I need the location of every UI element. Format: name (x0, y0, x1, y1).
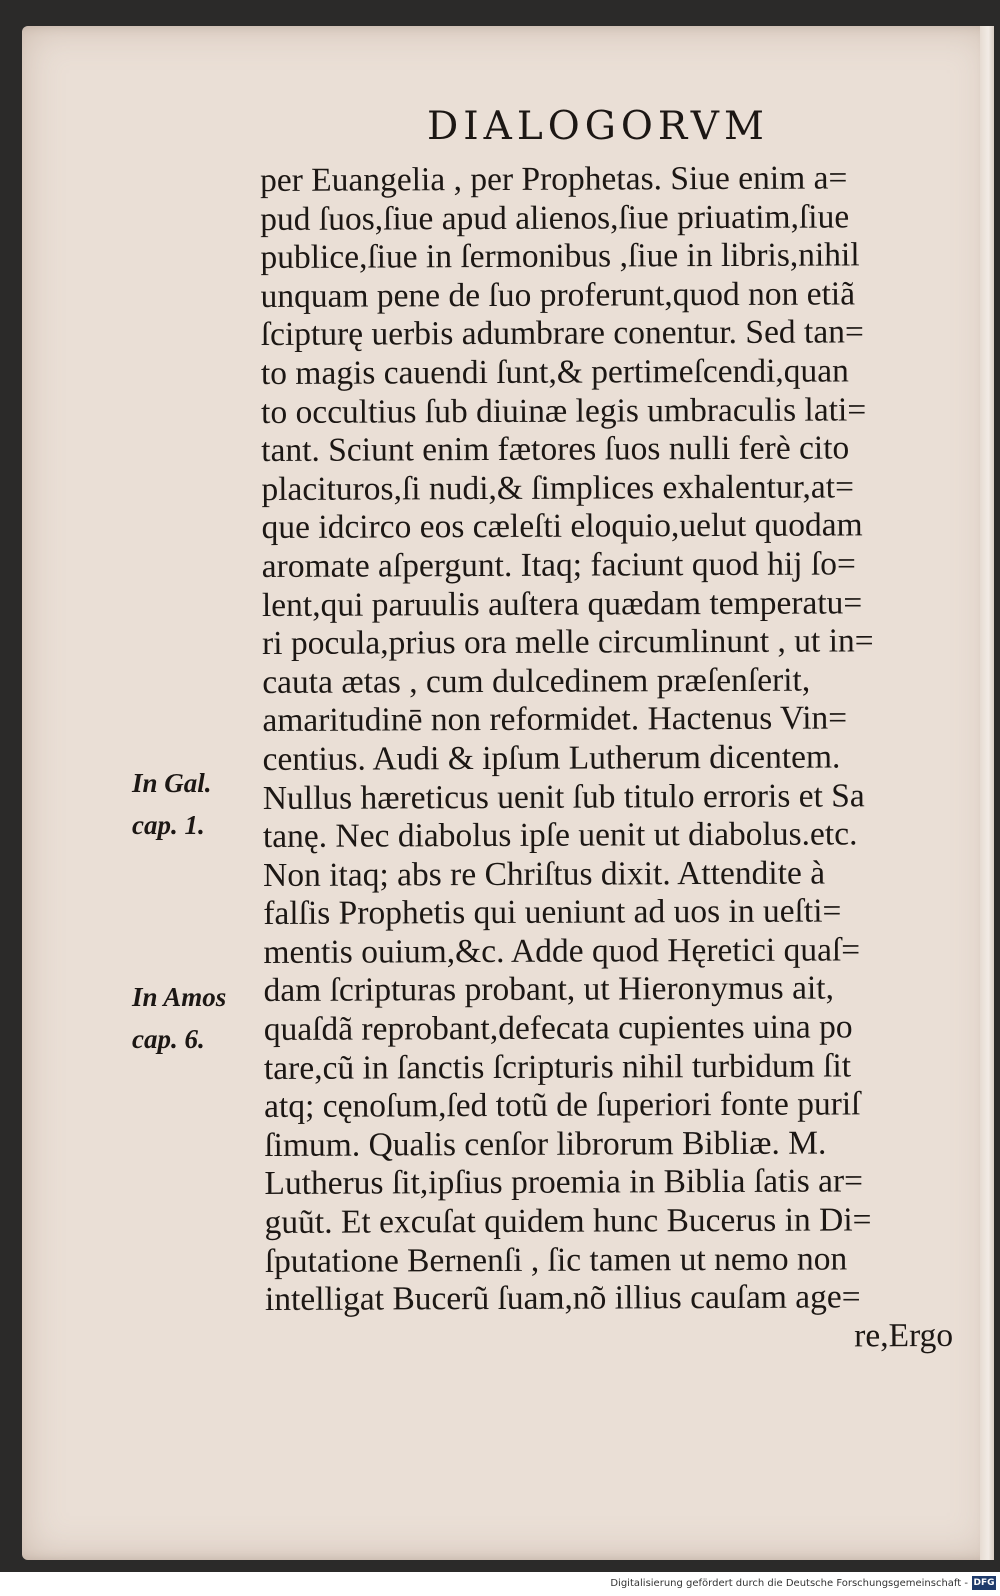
text-line: tant. Sciunt enim fætores ſuos nulli ferè cito (261, 429, 850, 470)
text-line: que idcirco eos cæleſti eloquio,uelut quodam (261, 506, 863, 547)
marginal-note-line: cap. 1. (132, 810, 205, 840)
marginal-note-line: In Gal. (132, 768, 212, 798)
footer-bar (0, 1572, 1000, 1596)
text-line: tanę. Nec diabolus ipſe uenit ut diabolus.etc. (262, 815, 858, 856)
marginal-note-line: cap. 6. (132, 1024, 205, 1054)
text-line: mentis ouium,&c. Adde quod Hęretici quaſ= (263, 931, 861, 971)
dfg-logo: DFG (973, 1578, 995, 1588)
marginal-note-line: In Amos (132, 982, 227, 1012)
text-line: publice,ſiue in ſermonibus ,ſiue in libris,nihil (260, 236, 860, 277)
text-line: Non itaq; abs re Chriſtus dixit. Attendite à (263, 854, 826, 894)
footer-credit: Digitalisierung gefördert durch die Deutsche Forschungsgemeinschaft - (610, 1578, 968, 1589)
text-line: intelligat Bucerũ ſuam,nõ illius cauſam age= (264, 1278, 861, 1319)
text-line: Lutherus ſit,ipſius proemia in Biblia ſatis ar= (264, 1162, 864, 1203)
text-line: guũt. Et excuſat quidem hunc Bucerus in Di= (264, 1201, 872, 1242)
text-line: pud ſuos,ſiue apud alienos,ſiue priuatim,ſiue (260, 198, 850, 238)
text-line: to occultius ſub diuinæ legis umbraculis lati= (261, 390, 867, 431)
text-line: ſputatione Bernenſi , ſic tamen ut nemo non (264, 1240, 848, 1280)
text-line: tare,cũ in ſanctis ſcripturis nihil turbidum ſit (263, 1047, 852, 1087)
text-line: dam ſcripturas probant, ut Hieronymus ait, (263, 969, 835, 1010)
text-line: placituros,ſi nudi,& ſimplices exhalentur,at= (261, 468, 855, 508)
running-head: DIALOGORVM (427, 104, 769, 149)
text-line: to magis cauendi ſunt,& pertimeſcendi,quan (260, 352, 849, 392)
book-page (22, 26, 994, 1560)
text-line: Nullus hæreticus uenit ſub titulo erroris et Sa (262, 776, 865, 817)
text-line: ſimum. Qualis cenſor librorum Bibliæ. M. (264, 1124, 827, 1164)
text-line: unquam pene de ſuo proferunt,quod non etiã (260, 275, 856, 315)
text-line: lent,qui paruulis auſtera quædam temperatu= (261, 583, 863, 624)
text-line: aromate aſpergunt. Itaq; faciunt quod hij ſo= (261, 545, 856, 585)
marginal-note (132, 976, 226, 1060)
text-line: ſcipturę uerbis adumbrare conentur. Sed tan= (260, 313, 864, 354)
text-line: atq; cęnoſum,ſed totũ de ſuperiori fonte puriſ (264, 1085, 861, 1126)
text-line: falſis Prophetis qui ueniunt ad uos in ueſti= (263, 892, 842, 933)
body-text (260, 159, 957, 1358)
text-line: ri pocula,prius ora melle circumlinunt , ut in= (262, 622, 874, 663)
page-edge (980, 26, 994, 1560)
text-line: amaritudinē non reformidet. Hactenus Vin= (262, 699, 848, 740)
text-line: cauta ætas , cum dulcedinem præſenſerit, (262, 661, 811, 701)
text-line: centius. Audi & ipſum Lutherum dicentem. (262, 738, 841, 778)
text-line: quaſdã reprobant,defecata cupientes uina po (263, 1008, 853, 1049)
marginal-note (132, 762, 212, 846)
text-line: per Euangelia , per Prophetas. Siue enim a= (260, 159, 848, 199)
catchword-line: re,Ergo (854, 1316, 954, 1355)
